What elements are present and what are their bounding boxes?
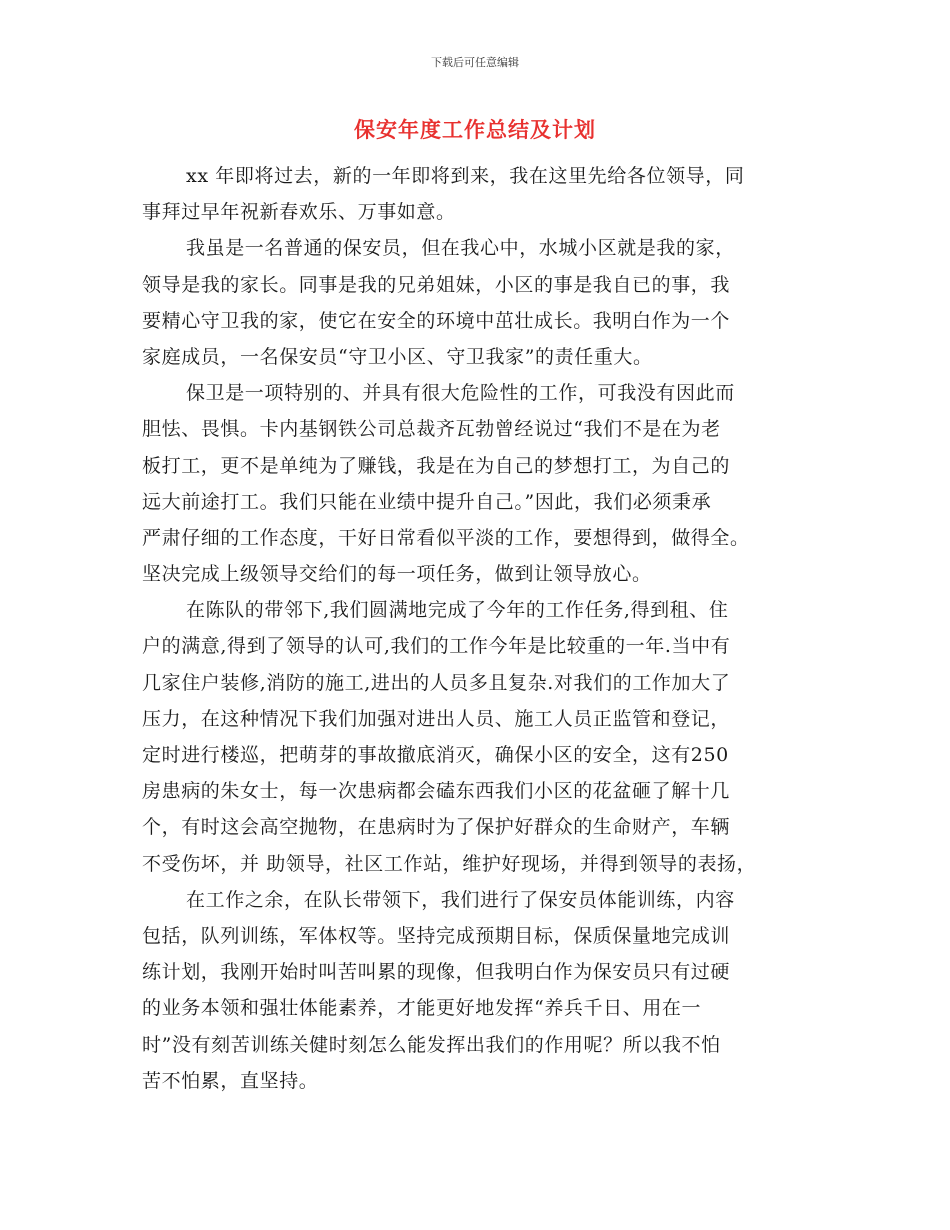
paragraph-line: 在工作之余，在队长带领下，我们进行了保安员体能训练，内容 (186, 888, 735, 911)
paragraph-line: 胆怯、畏惧。卡内基钢铁公司总裁齐瓦勃曾经说过“我们不是在为老 (142, 418, 721, 441)
paragraph-line: 包括，队列训练，军体权等。坚持完成预期目标，保质保量地完成训 (142, 924, 731, 947)
paragraph-line: 要精心守卫我的家，使它在安全的环境中茁壮成长。我明白作为一个 (142, 309, 731, 332)
paragraph-line: 压力，在这种情况下我们加强对进出人员、施工人员正监管和登记， (142, 707, 731, 730)
paragraph-line: 我虽是一名普通的保安员，但在我心中，水城小区就是我的家， (186, 237, 735, 260)
document-body (142, 158, 812, 1099)
paragraph-line: 个，有时这会高空抛物，在患病时为了保护好群众的生命财产，车辆 (142, 816, 731, 839)
paragraph-line: 定时进行楼巡，把萌芽的事故撤底消灭，确保小区的安全，这有250 (142, 744, 729, 766)
paragraph-line: 严肃仔细的工作态度，干好日常看似平淡的工作，要想得到，做得全。 (142, 526, 750, 549)
paragraph-line: 户的满意,得到了领导的认可,我们的工作今年是比较重的一年.当中有 (142, 635, 731, 658)
header-note: 下载后可任意编辑 (431, 56, 519, 69)
paragraph-line: 领导是我的家长。同事是我的兄弟姐妹，小区的事是我自已的事，我 (142, 273, 731, 296)
paragraph-line: 远大前途打工。我们只能在业绩中提升自己。”因此，我们必须秉承 (142, 490, 712, 513)
paragraph-line: 保卫是一项特别的、并具有很大危险性的工作，可我没有因此而 (186, 382, 735, 405)
document-title: 保安年度工作总结及计划 (354, 118, 596, 142)
paragraph-line: xx 年即将过去，新的一年即将到来，我在这里先给各位领导，同 (186, 165, 745, 187)
paragraph-line: 在陈队的带邻下,我们圆满地完成了今年的工作任务,得到租、住 (186, 599, 729, 622)
paragraph-line: 坚决完成上级领导交给们的每一项任务，做到让领导放心。 (142, 563, 652, 586)
paragraph-line: 不受伤坏，并 助领导，社区工作站，维护好现场，并得到领导的表扬， (142, 852, 757, 875)
paragraph-line: 事拜过早年祝新春欢乐、万事如意。 (142, 201, 456, 224)
paragraph-line: 苦不怕累，直坚持。 (142, 1069, 319, 1092)
paragraph-line: 家庭成员，一名保安员“守卫小区、守卫我家”的责任重大。 (142, 345, 653, 368)
paragraph-line: 的业务本领和强壮体能素养，才能更好地发挥“养兵千日、用在一 (142, 997, 702, 1020)
paragraph-line: 练计划，我刚开始时叫苦叫累的现像，但我明白作为保安员只有过硬 (142, 961, 731, 984)
paragraph-line: 时”没有刻苦训练关健时刻怎么能发挥出我们的作用呢？所以我不怕 (142, 1033, 721, 1056)
paragraph-line: 几家住户装修,消防的施工,进出的人员多且复杂.对我们的工作加大了 (142, 671, 731, 694)
paragraph-line: 房患病的朱女士，每一次患病都会磕东西我们小区的花盆砸了解十几 (142, 780, 731, 803)
paragraph-line: 板打工，更不是单纯为了赚钱，我是在为自己的梦想打工，为自己的 (142, 454, 731, 477)
